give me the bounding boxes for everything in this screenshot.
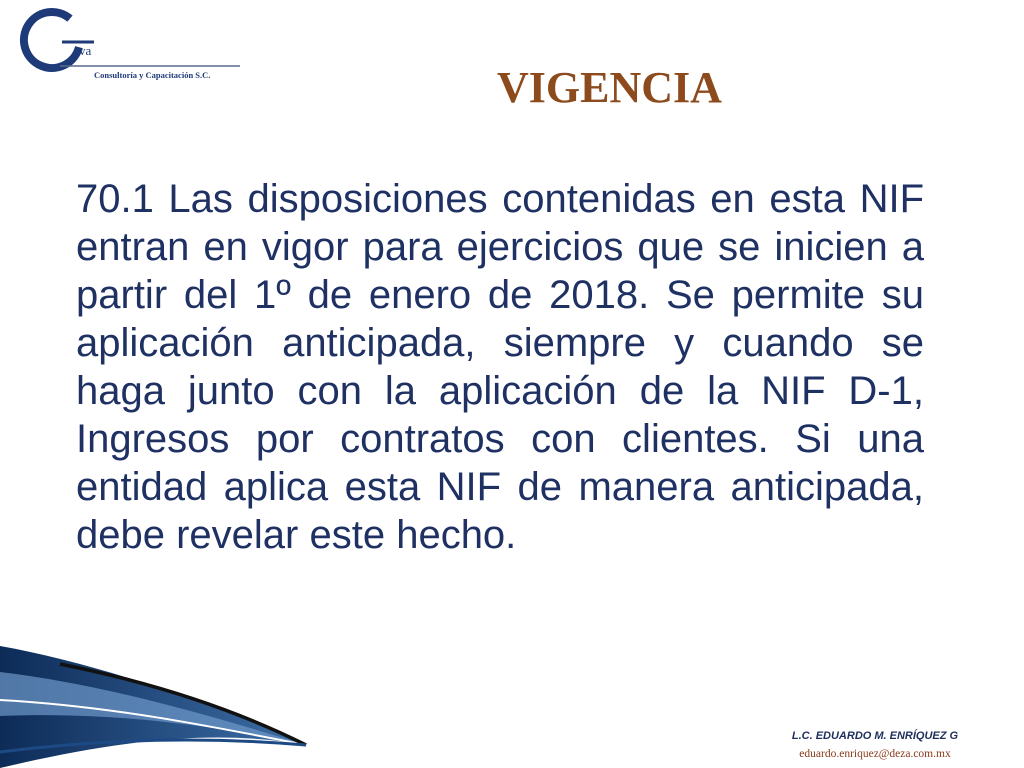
company-logo <box>0 0 260 90</box>
decorative-swoosh <box>0 630 320 768</box>
logo-letters: va <box>79 43 92 58</box>
slide-title: VIGENCIA <box>497 63 722 112</box>
logo-g-mark <box>24 12 79 68</box>
body-line: entran en vigor para ejercicios que se inicien a <box>76 225 924 269</box>
footer-author: L.C. EDUARDO M. ENRÍQUEZ G <box>791 730 959 742</box>
body-line: Ingresos por contratos con clientes. Si una <box>76 417 924 461</box>
logo-tagline: Consultoría y Capacitación S.C. <box>94 70 211 80</box>
body-line: aplicación anticipada, siempre y cuando se <box>76 321 924 365</box>
body-line: haga junto con la aplicación de la NIF D-1, <box>76 369 924 413</box>
footer-email: eduardo.enriquez@deza.com.mx <box>799 748 951 760</box>
body-paragraph <box>76 175 924 559</box>
body-line: partir del 1º de enero de 2018. Se permite su <box>76 273 924 317</box>
body-line: entidad aplica esta NIF de manera anticipada, <box>76 465 924 509</box>
body-line: 70.1 Las disposiciones contenidas en esta NIF <box>76 177 924 221</box>
body-line: debe revelar este hecho. <box>76 513 517 557</box>
